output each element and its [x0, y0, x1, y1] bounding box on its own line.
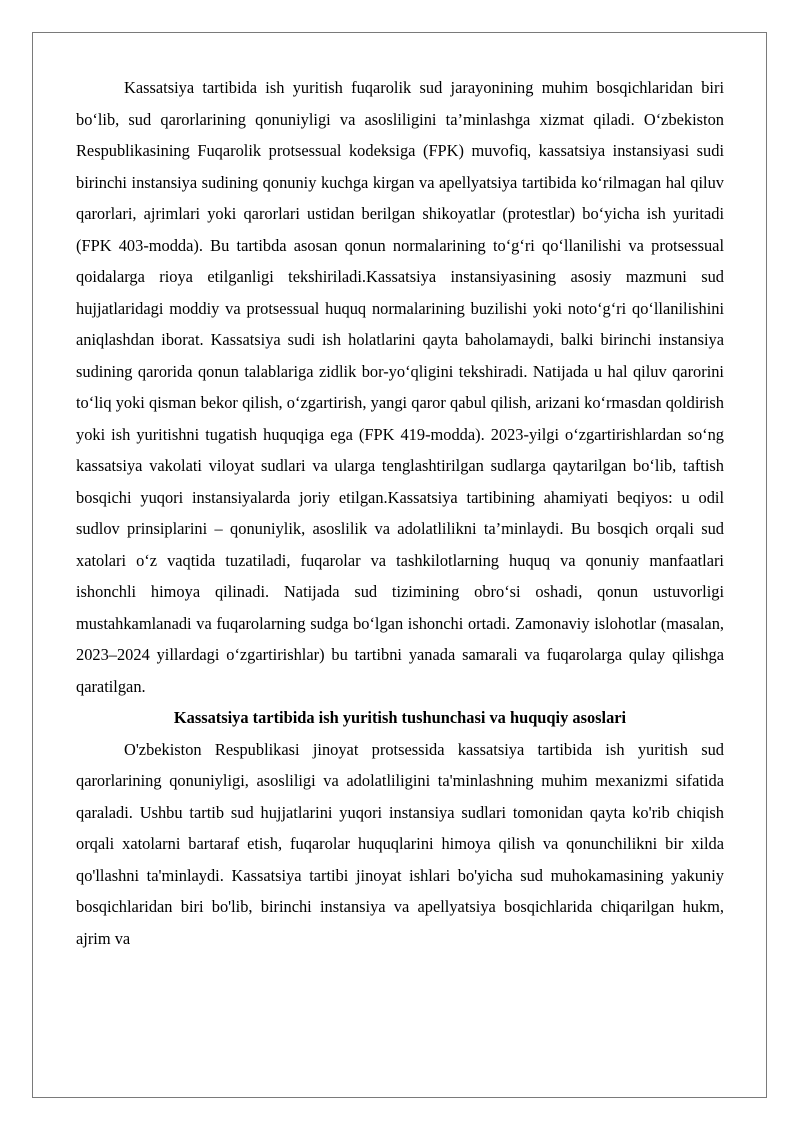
- document-body: [76, 72, 724, 954]
- paragraph-section: O'zbekiston Respublikasi jinoyat protsessida kassatsiya tartibida ish yuritish sud qarorlarining qonuniyligi, asosliligi va adolatliligini ta'minlashning muhim mexanizmi sifatida qaraladi. Ushbu tartib sud hujjatlarini yuqori instansiya sudlari tomonidan qayta ko'rib chiqish orqali xatolarni bartaraf etish, fuqarolar huquqlarini himoya qilish va qonunchilikni bir xilda qo'llashni ta'minlaydi. Kassatsiya tartibi jinoyat ishlari bo'yicha sud muhokamasining yakuniy bosqichlaridan biri bo'lib, birinchi instansiya va apellyatsiya bosqichlarida chiqarilgan hukm, ajrim va: [76, 739, 724, 948]
- section-heading: Kassatsiya tartibida ish yuritish tushunchasi va huquqiy asoslari: [173, 708, 627, 727]
- paragraph-intro: Kassatsiya tartibida ish yuritish fuqarolik sud jarayonining muhim bosqichlaridan biri bo‘lib, sud qarorlarining qonuniyligi va asosliligini ta’minlashga xizmat qiladi. O‘zbekiston Respublikasining Fuqarolik protsessual kodeksiga (FPK) muvofiq, kassatsiya instansiyasi sudi birinchi instansiya sudining qonuniy kuchga kirgan va apellyatsiya tartibida ko‘rilmagan hal qiluv qarorlari, ajrimlari yoki qarorlari ustidan berilgan shikoyatlar (protestlar) bo‘yicha ish yuritadi (FPK 403-modda). Bu tartibda asosan qonun normalarining to‘g‘ri qo‘llanilishi va protsessual qoidalarga rioya etilganligi tekshiriladi.Kassatsiya instansiyasining asosiy mazmuni sud hujjatlaridagi moddiy va protsessual huquq normalarining buzilishi yoki noto‘g‘ri qo‘llanilishini aniqlashdan iborat. Kassatsiya sudi ish holatlarini qayta baholamaydi, balki birinchi instansiya sudining qarorida qonun talablariga zidlik bor-yo‘qligini tekshiradi. Natijada u hal qiluv qarorini to‘liq yoki qisman bekor qilish, o‘zgartirish, yangi qaror qabul qilish, arizani ko‘rmasdan qoldirish yoki ish yuritishni tugatish huquqiga ega (FPK 419-modda). 2023-yilgi o‘zgartirishlardan so‘ng kassatsiya vakolati viloyat sudlari va ularga tenglashtirilgan sudlarga qaytarilgan bo‘lib, taftish bosqichi yuqori instansiyalarda joriy etilgan.Kassatsiya tartibining ahamiyati beqiyos: u odil sudlov prinsiplarini – qonuniylik, asoslilik va adolatlilikni ta’minlaydi. Bu bosqich orqali sud xatolari o‘z vaqtida tuzatiladi, fuqarolar va tashkilotlarning huquq va qonuniy manfaatlari ishonchli himoya qilinadi. Natijada sud tizimining obro‘si oshadi, qonun ustuvorligi mustahkamlanadi va fuqarolarning sudga bo‘lgan ishonchi ortadi. Zamonaviy islohotlar (masalan, 2023–2024 yillardagi o‘zgartirishlar) bu tartibni yanada samarali va fuqarolarga qulay qilishga qaratilgan.: [76, 78, 724, 696]
